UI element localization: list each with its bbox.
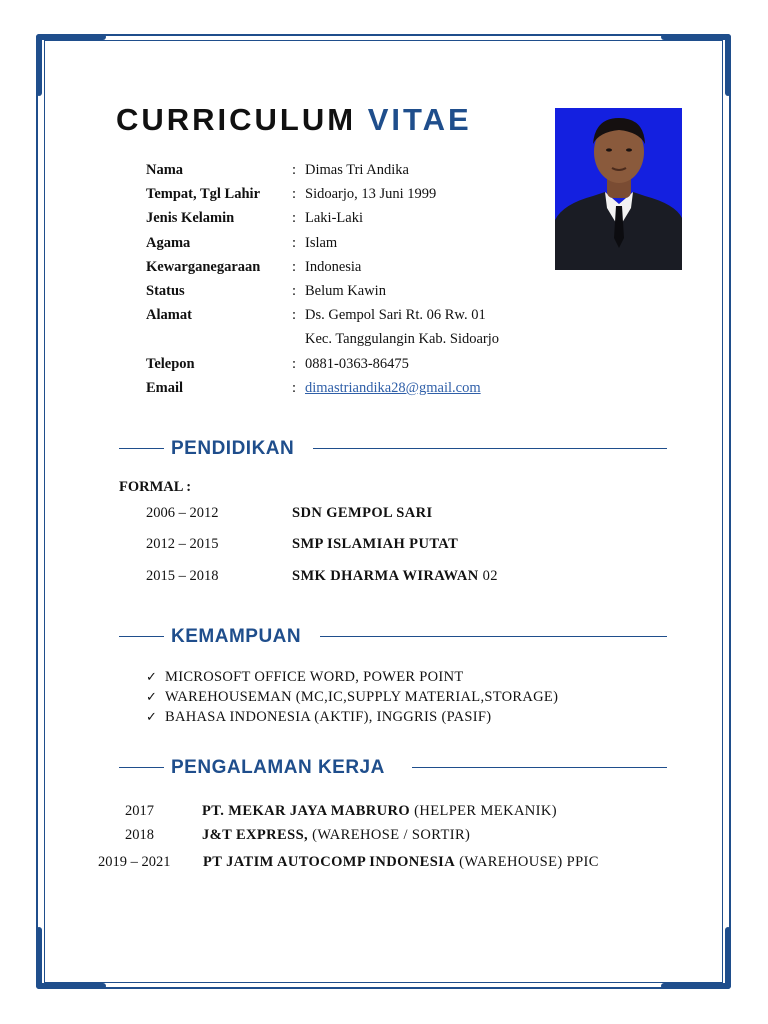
info-value-gender: Laki-Laki: [305, 210, 363, 227]
info-label: Email: [146, 379, 184, 396]
experience-role: (WAREHOUSE) PPIC: [455, 854, 599, 870]
info-colon: :: [292, 258, 297, 275]
education-school-name: SMP ISLAMIAH PUTAT: [292, 536, 459, 552]
corner-accent-bottom-left: [36, 927, 42, 989]
education-years: 2015 – 2018: [146, 568, 219, 584]
corner-accent-bottom-left: [36, 983, 106, 989]
section-rule: [320, 636, 667, 637]
info-colon: :: [292, 210, 297, 227]
info-label: Tempat, Tgl Lahir: [146, 186, 261, 203]
education-years: 2006 – 2012: [146, 505, 219, 521]
section-rule: [119, 448, 164, 449]
info-label: Telepon: [146, 355, 195, 372]
info-colon: :: [292, 162, 297, 178]
info-colon: :: [292, 307, 297, 324]
info-label: Jenis Kelamin: [146, 210, 235, 227]
info-label: Agama: [146, 234, 191, 251]
experience-year: 2017: [125, 803, 154, 819]
section-rule: [412, 767, 667, 768]
profile-photo: [555, 108, 682, 270]
education-school: [292, 566, 498, 586]
section-title: PENGALAMAN KERJA: [171, 757, 385, 778]
skill-item: [146, 687, 558, 707]
corner-accent-top-right: [725, 34, 731, 96]
experience-company-name: J&T EXPRESS,: [202, 827, 309, 843]
experience-company-name: PT JATIM AUTOCOMP INDONESIA: [203, 854, 456, 870]
section-rule: [119, 636, 164, 637]
education-years: 2012 – 2015: [146, 536, 219, 552]
info-value-address-line1: Ds. Gempol Sari Rt. 06 Rw. 01: [305, 307, 486, 324]
info-label: Status: [146, 282, 185, 299]
info-value-status: Belum Kawin: [305, 282, 386, 299]
section-header-skills: [119, 625, 667, 649]
page-title: [116, 100, 472, 140]
info-value-religion: Islam: [305, 234, 338, 251]
info-value-birth: Sidoarjo, 13 Juni 1999: [305, 186, 437, 203]
corner-accent-bottom-right: [661, 983, 731, 989]
skill-item: [146, 667, 558, 687]
section-title: KEMAMPUAN: [171, 626, 302, 647]
corner-accent-top-left: [36, 34, 106, 40]
experience-company: [202, 801, 557, 821]
info-label: Nama: [146, 162, 184, 178]
experience-year: 2018: [125, 827, 154, 843]
info-value-nationality: Indonesia: [305, 258, 362, 275]
experience-role: (HELPER MEKANIK): [410, 803, 558, 819]
education-school-name: SMK DHARMA WIRAWAN: [292, 568, 479, 584]
email-link[interactable]: dimastriandika28@gmail.com: [305, 379, 481, 396]
section-header-education: [119, 437, 667, 461]
education-school: [292, 503, 433, 523]
section-rule: [313, 448, 667, 449]
skill-item: [146, 707, 558, 727]
info-colon: :: [292, 355, 297, 372]
education-school-suffix: 02: [478, 568, 498, 584]
title-word-vitae: VITAE: [367, 102, 472, 137]
skill-text: BAHASA INDONESIA (AKTIF), INGGRIS (PASIF): [165, 709, 492, 725]
skills-list: [146, 667, 558, 727]
education-school-name: SDN GEMPOL SARI: [292, 505, 433, 521]
experience-role: (WAREHOSE / SORTIR): [308, 827, 471, 843]
experience-year: 2019 – 2021: [98, 854, 171, 870]
skill-text: WAREHOUSEMAN (MC,IC,SUPPLY MATERIAL,STORAGE): [165, 689, 559, 705]
experience-company: [203, 852, 599, 872]
profile-photo-illustration: [555, 108, 682, 270]
info-value-address-line2: Kec. Tanggulangin Kab. Sidoarjo: [305, 331, 500, 348]
corner-accent-bottom-right: [725, 927, 731, 989]
section-title: PENDIDIKAN: [171, 438, 295, 459]
info-colon: :: [292, 379, 297, 396]
corner-accent-top-left: [36, 34, 42, 96]
info-label: Kewarganegaraan: [146, 258, 261, 275]
skill-text: MICROSOFT OFFICE WORD, POWER POINT: [165, 669, 464, 685]
checkmark-icon: ✓: [146, 690, 158, 705]
info-colon: :: [292, 282, 297, 299]
experience-company-name: PT. MEKAR JAYA MABRURO: [202, 803, 411, 819]
info-value-name: Dimas Tri Andika: [305, 162, 409, 178]
formal-label: FORMAL :: [119, 479, 192, 495]
info-colon: :: [292, 186, 297, 203]
education-school: [292, 534, 458, 554]
corner-accent-top-right: [661, 34, 731, 40]
section-rule: [119, 767, 164, 768]
checkmark-icon: ✓: [146, 670, 158, 685]
title-word-curriculum: CURRICULUM: [116, 102, 357, 137]
experience-company: [202, 825, 470, 845]
info-label: Alamat: [146, 307, 192, 324]
info-value-phone: 0881-0363-86475: [305, 355, 409, 372]
section-header-experience: [119, 756, 667, 780]
info-colon: :: [292, 234, 297, 251]
checkmark-icon: ✓: [146, 710, 158, 725]
